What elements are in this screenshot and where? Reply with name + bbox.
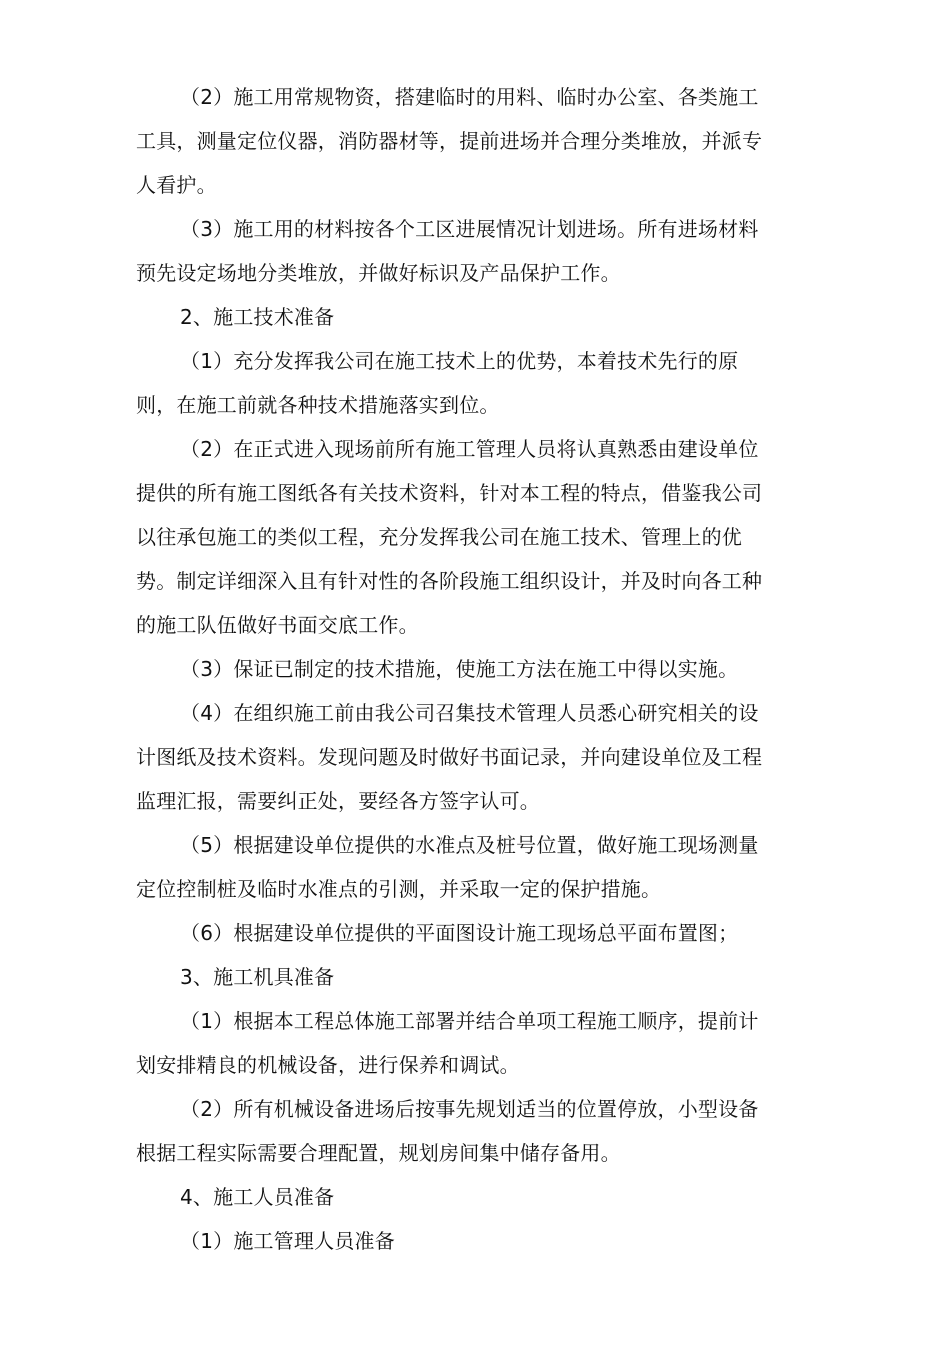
text-line: 势。制定详细深入且有针对性的各阶段施工组织设计，并及时向各工种 [136, 569, 763, 593]
text-line: 根据工程实际需要合理配置，规划房间集中储存备用。 [136, 1141, 621, 1165]
text-line: （2）所有机械设备进场后按事先规划适当的位置停放，小型设备 [180, 1097, 759, 1121]
section-heading: 2、施工技术准备 [180, 305, 335, 329]
text-line: 监理汇报，需要纠正处，要经各方签字认可。 [136, 789, 540, 813]
section-heading-machinery [136, 955, 784, 999]
text-line: 预先设定场地分类堆放，并做好标识及产品保护工作。 [136, 261, 621, 285]
text-line: 工具，测量定位仪器，消防器材等，提前进场并合理分类堆放，并派专 [136, 129, 763, 153]
section-heading: 3、施工机具准备 [180, 965, 335, 989]
section-heading-personnel [136, 1175, 784, 1219]
paragraph-technical-3 [136, 647, 784, 691]
text-line: （1）根据本工程总体施工部署并结合单项工程施工顺序，提前计 [180, 1009, 759, 1033]
paragraph-technical-5 [136, 823, 784, 911]
document-body [136, 75, 784, 1263]
paragraph-personnel-1 [136, 1219, 784, 1263]
paragraph-materials-2 [136, 75, 784, 207]
text-line: 以往承包施工的类似工程，充分发挥我公司在施工技术、管理上的优 [136, 525, 742, 549]
text-line: （5）根据建设单位提供的水准点及桩号位置，做好施工现场测量 [180, 833, 759, 857]
paragraph-materials-3 [136, 207, 784, 295]
paragraph-machinery-1 [136, 999, 784, 1087]
section-heading-technical [136, 295, 784, 339]
text-line: （1）充分发挥我公司在施工技术上的优势，本着技术先行的原 [180, 349, 739, 373]
section-heading: 4、施工人员准备 [180, 1185, 335, 1209]
text-line: 提供的所有施工图纸各有关技术资料，针对本工程的特点，借鉴我公司 [136, 481, 763, 505]
text-line: 的施工队伍做好书面交底工作。 [136, 613, 419, 637]
text-line: （1）施工管理人员准备 [180, 1229, 395, 1253]
text-line: 定位控制桩及临时水准点的引测，并采取一定的保护措施。 [136, 877, 662, 901]
paragraph-machinery-2 [136, 1087, 784, 1175]
paragraph-technical-1 [136, 339, 784, 427]
paragraph-technical-2 [136, 427, 784, 647]
text-line: （2）施工用常规物资，搭建临时的用料、临时办公室、各类施工 [180, 85, 759, 109]
text-line: （2）在正式进入现场前所有施工管理人员将认真熟悉由建设单位 [180, 437, 759, 461]
text-line: 人看护。 [136, 173, 217, 197]
text-line: （3）施工用的材料按各个工区进展情况计划进场。所有进场材料 [180, 217, 759, 241]
text-line: （6）根据建设单位提供的平面图设计施工现场总平面布置图； [180, 921, 739, 945]
text-line: （4）在组织施工前由我公司召集技术管理人员悉心研究相关的设 [180, 701, 759, 725]
paragraph-technical-6 [136, 911, 784, 955]
text-line: 则，在施工前就各种技术措施落实到位。 [136, 393, 500, 417]
paragraph-technical-4 [136, 691, 784, 823]
text-line: 计图纸及技术资料。发现问题及时做好书面记录，并向建设单位及工程 [136, 745, 763, 769]
text-line: 划安排精良的机械设备，进行保养和调试。 [136, 1053, 520, 1077]
text-line: （3）保证已制定的技术措施，使施工方法在施工中得以实施。 [180, 657, 739, 681]
